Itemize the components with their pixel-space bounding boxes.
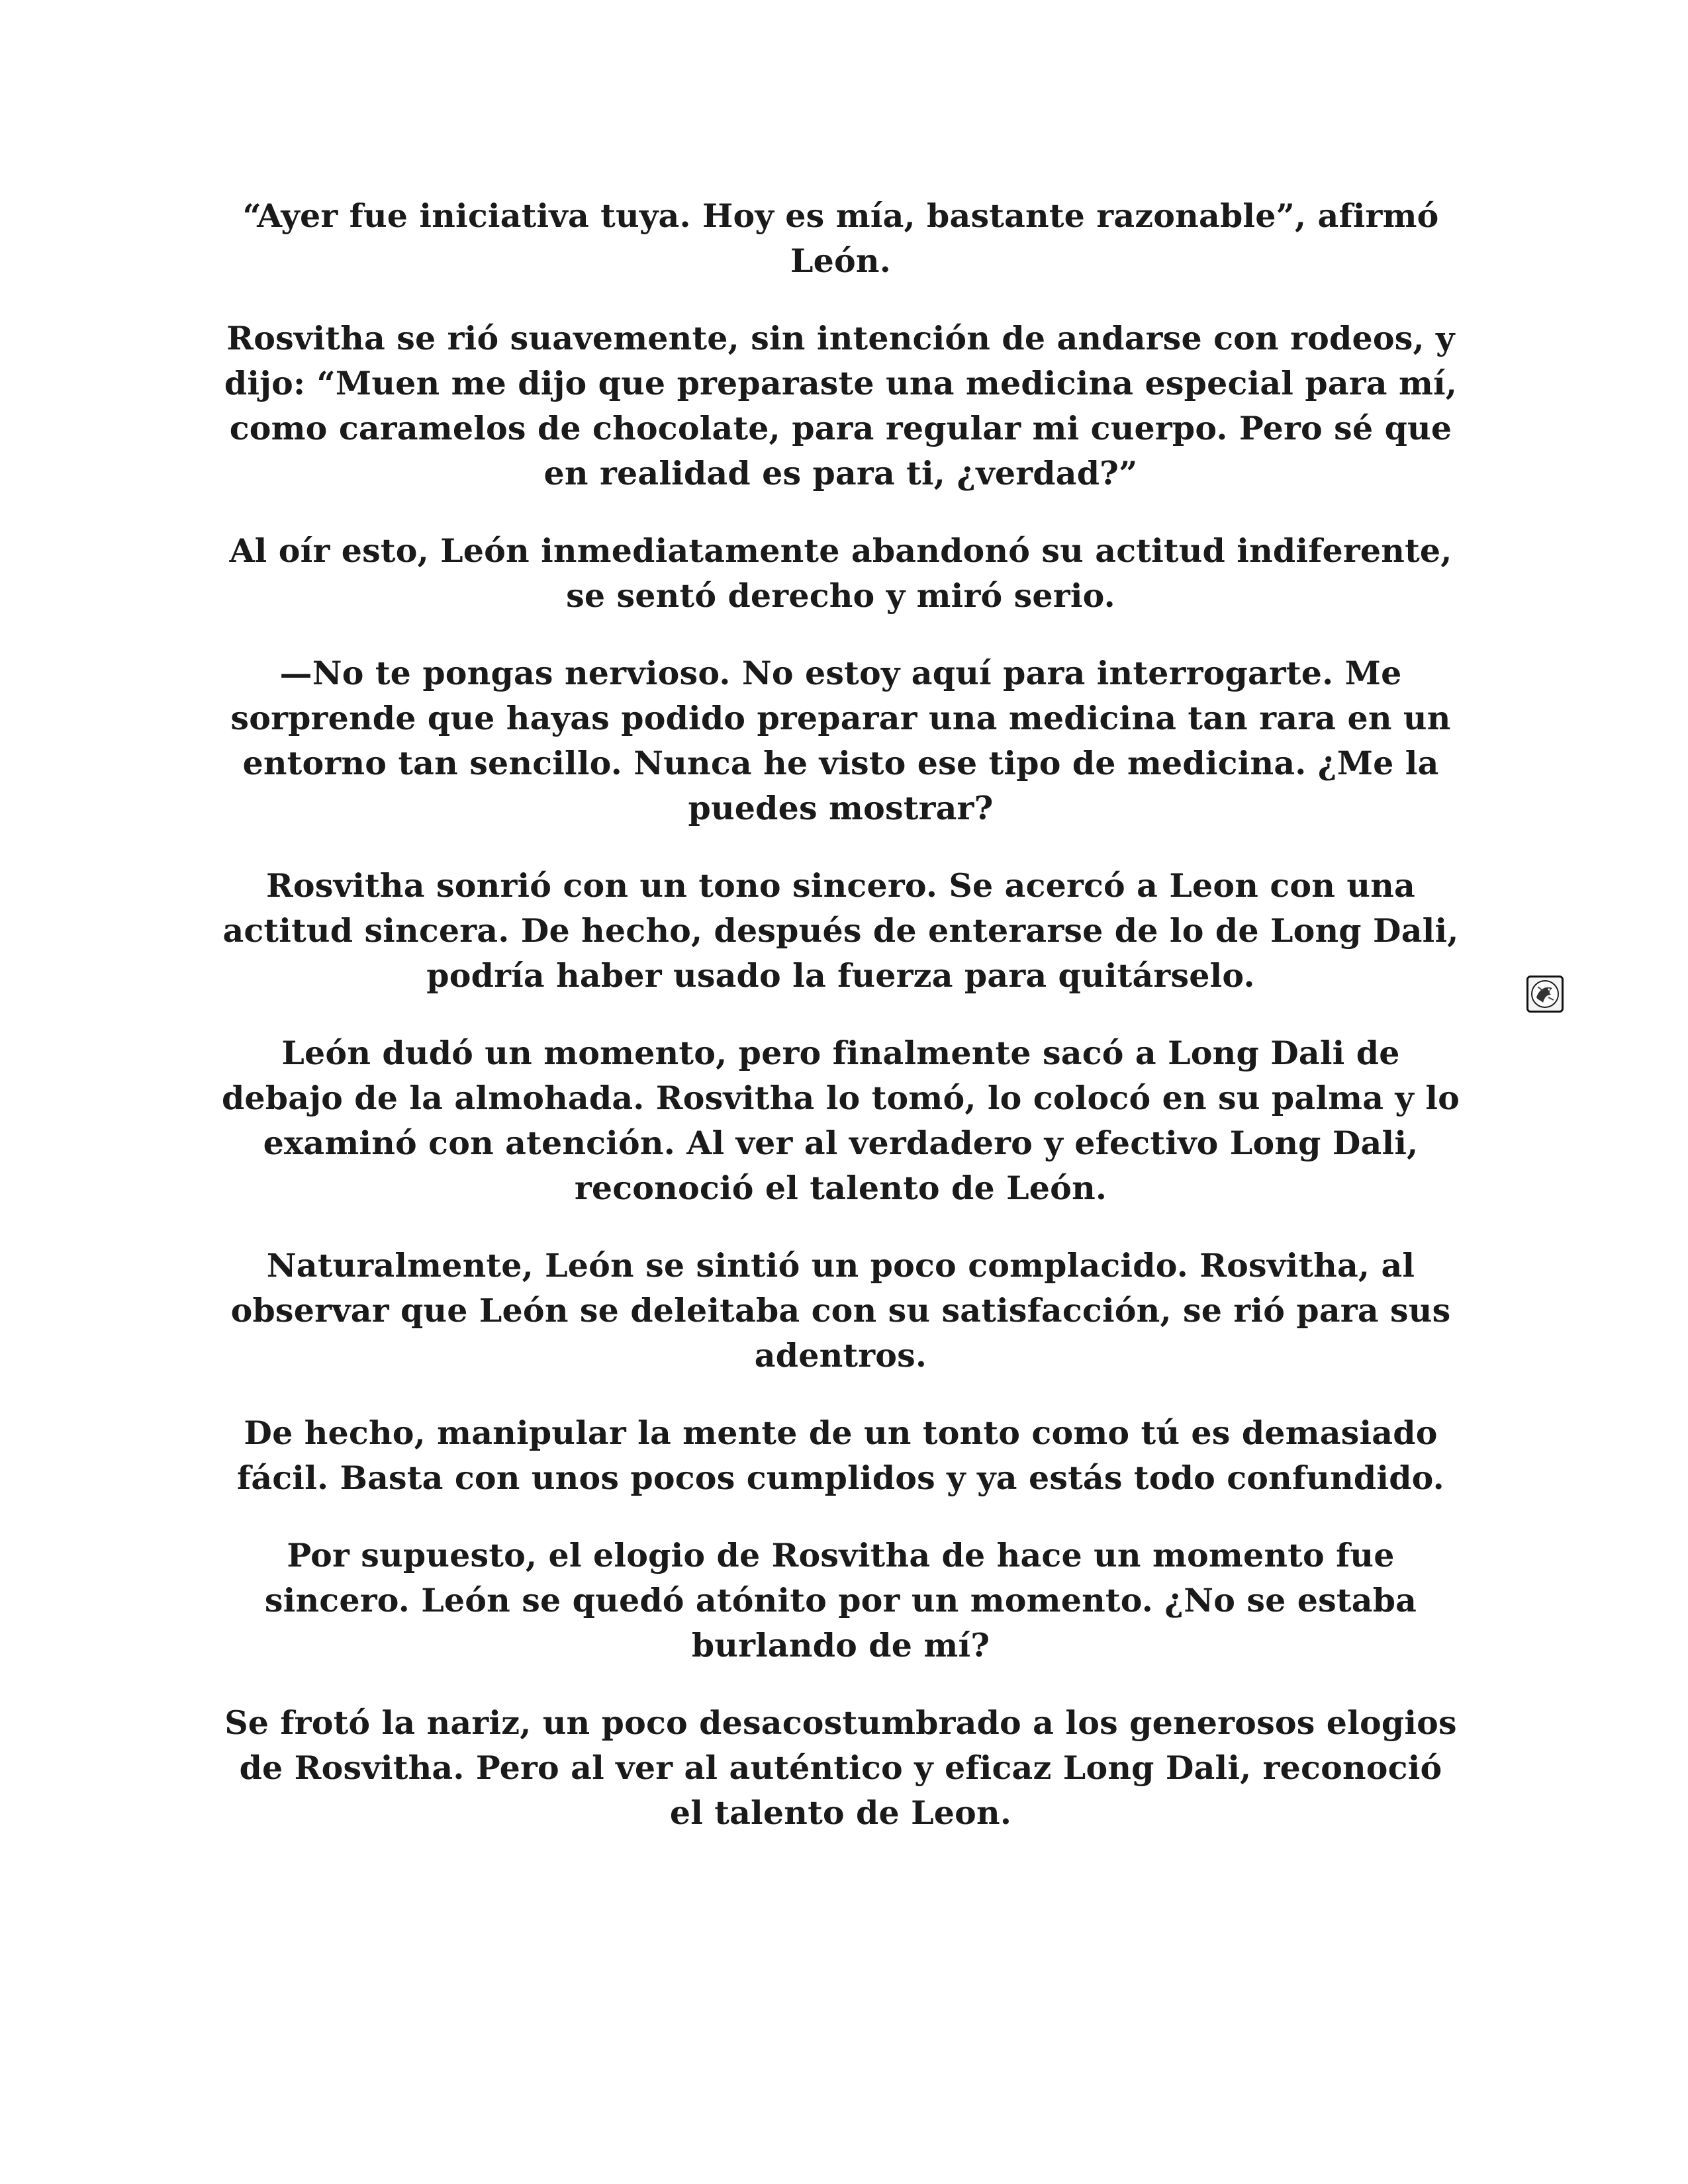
paragraph-5: Rosvitha sonrió con un tono sincero. Se acercó a Leon con una actitud sincera. De hecho, después de enterarse de lo de Long Dali, podría haber usado la fuerza para quitárselo.: [222, 866, 1459, 995]
paragraph-3: Al oír esto, León inmediatamente abandonó su actitud indiferente, se sentó derecho y miró serio.: [229, 531, 1452, 615]
paragraph-9: Por supuesto, el elogio de Rosvitha de hace un momento fue sincero. León se quedó atónito por un momento. ¿No se estaba burlando de mí?: [264, 1536, 1417, 1664]
paragraph-6: León dudó un momento, pero finalmente sacó a Long Dali de debajo de la almohada. Rosvitha lo tomó, lo colocó en su palma y lo examinó con atención. Al ver al verdadero y efectivo Long Dali, reconoció el talento de León.: [221, 1034, 1460, 1207]
paragraph-7: Naturalmente, León se sintió un poco complacido. Rosvitha, al observar que León se deleitaba con su satisfacción, se rió para sus adentros.: [230, 1246, 1451, 1375]
dragon-emblem-icon: [1526, 976, 1564, 1013]
paragraph-4: —No te pongas nervioso. No estoy aquí para interrogarte. Me sorprende que hayas podido preparar una medicina tan rara en un entorno tan sencillo. Nunca he visto ese tipo de medicina. ¿Me la puedes mostrar?: [230, 654, 1451, 827]
story-text: [218, 193, 1463, 1868]
paragraph-10: Se frotó la nariz, un poco desacostumbrado a los generosos elogios de Rosvitha. Pero al ver al auténtico y eficaz Long Dali, reconoció el talento de Leon.: [224, 1704, 1457, 1832]
paragraph-1: “Ayer fue iniciativa tuya. Hoy es mía, bastante razonable”, afirmó León.: [242, 197, 1439, 280]
paragraph-8: De hecho, manipular la mente de un tonto como tú es demasiado fácil. Basta con unos pocos cumplidos y ya estás todo confundido.: [237, 1414, 1444, 1497]
paragraph-2: Rosvitha se rió suavemente, sin intención de andarse con rodeos, y dijo: “Muen me dijo que preparaste una medicina especial para mí, como caramelos de chocolate, para regular mi cuerpo. Pero sé que en realidad es para ti, ¿verdad?”: [224, 319, 1458, 492]
